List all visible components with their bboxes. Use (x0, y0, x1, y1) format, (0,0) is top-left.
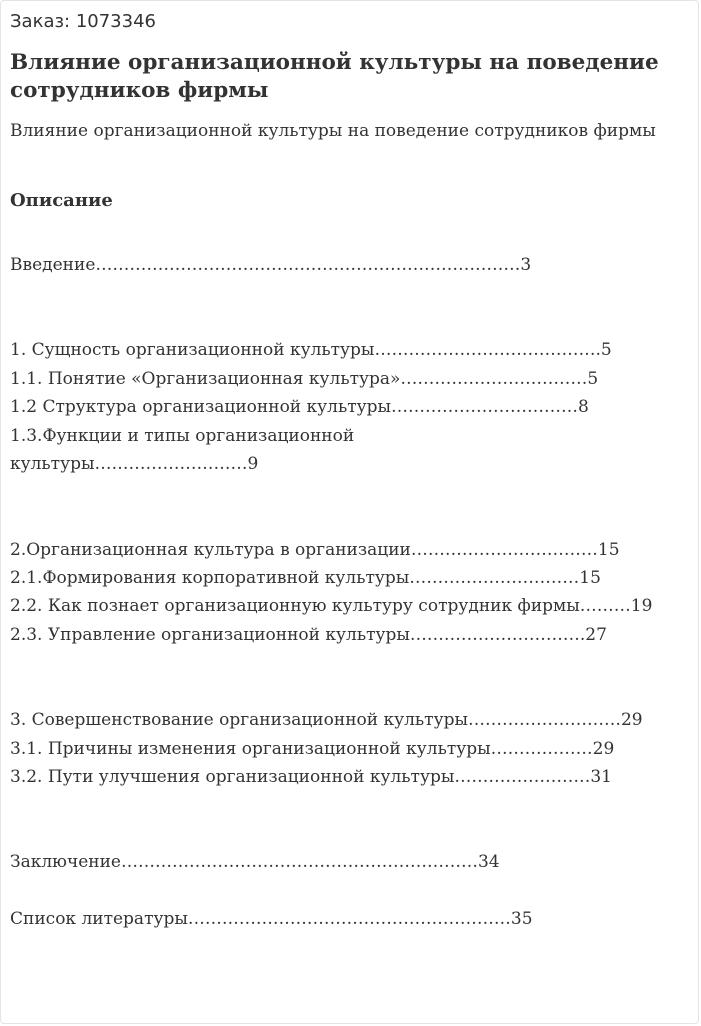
toc-item-3-2: 3.2. Пути улучшения организационной культуры……………………31 (10, 767, 612, 787)
description-heading: Описание (10, 190, 113, 211)
toc-item-2-1: 2.1.Формирования корпоративной культуры…………………………15 (10, 568, 601, 588)
toc-item-chapter-1: 1. Сущность организационной культуры………………………………….5 (10, 340, 612, 360)
order-number: Заказ: 1073346 (10, 11, 156, 32)
document-title: Влияние организационной культуры на поведение сотрудников фирмы (10, 50, 659, 103)
toc-item-1-3-continued: культуры………………………9 (10, 454, 259, 474)
toc-item-chapter-3: 3. Совершенствование организационной культуры………………………29 (10, 710, 643, 730)
document-subtitle: Влияние организационной культуры на поведение сотрудников фирмы (10, 121, 656, 141)
toc-item-chapter-2: 2.Организационная культура в организации……………………………15 (10, 540, 620, 560)
toc-item-2-2: 2.2. Как познает организационную культуру сотрудник фирмы………19 (10, 596, 653, 616)
toc-item-1-1: 1.1. Понятие «Организационная культура»……………………………5 (10, 369, 599, 389)
toc-item-conclusion: Заключение………………………………………………………34 (10, 852, 500, 872)
toc-item-bibliography: Список литературы…………………………………………………35 (10, 909, 533, 929)
toc-item-introduction: Введение…………………………………………………………………3 (10, 255, 532, 275)
toc-item-1-3: 1.3.Функции и типы организационной (10, 426, 355, 446)
toc-item-2-3: 2.3. Управление организационной культуры………………………….27 (10, 625, 607, 645)
toc-item-1-2: 1.2 Структура организационной культуры……………………………8 (10, 397, 589, 417)
toc-item-3-1: 3.1. Причины изменения организационной культуры………………29 (10, 739, 615, 759)
